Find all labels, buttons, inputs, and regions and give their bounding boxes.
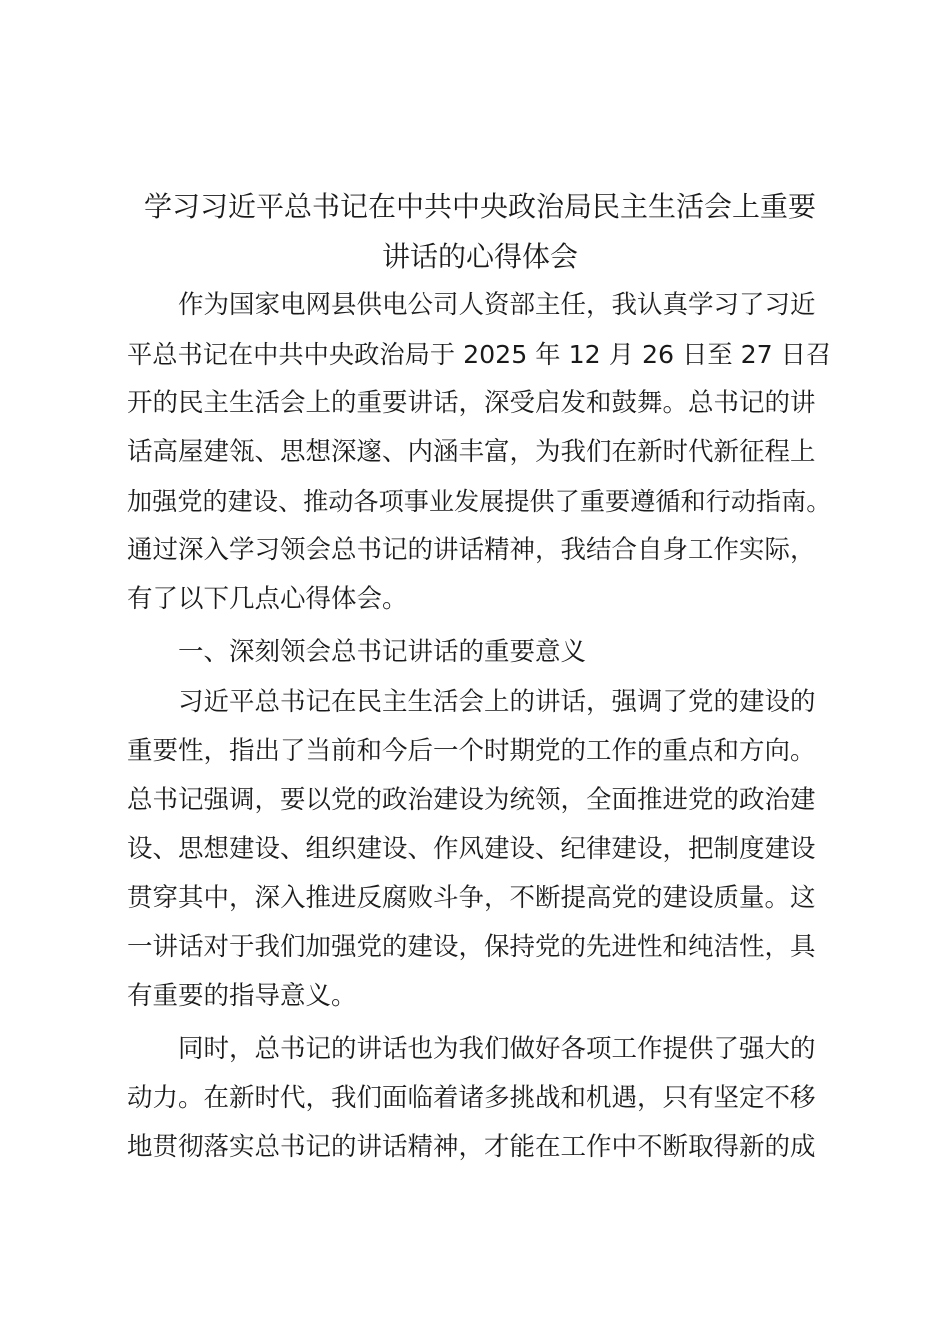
paragraph-line: 一讲话对于我们加强党的建设，保持党的先进性和纯洁性，具 bbox=[127, 932, 816, 962]
paragraph-line: 地贯彻落实总书记的讲话精神，才能在工作中不断取得新的成 bbox=[127, 1132, 816, 1162]
paragraph-line: 有了以下几点心得体会。 bbox=[127, 584, 408, 614]
paragraph-line: 设、思想建设、组织建设、作风建设、纪律建设，把制度建设 bbox=[127, 834, 816, 864]
paragraph-line: 加强党的建设、推动各项事业发展提供了重要遵循和行动指南。 bbox=[127, 487, 832, 516]
paragraph-line: 有重要的指导意义。 bbox=[127, 981, 357, 1011]
section-heading-text: 一、深刻领会总书记讲话的重要意义 bbox=[178, 637, 587, 667]
document-title-line-2: 讲话的心得体会 bbox=[381, 240, 578, 273]
paragraph-line: 话高屋建瓴、思想深邃、内涵丰富，为我们在新时代新征程上 bbox=[127, 437, 816, 467]
paragraph-line: 习近平总书记在民主生活会上的讲话，强调了党的建设的 bbox=[178, 687, 816, 717]
paragraph-line: 同时，总书记的讲话也为我们做好各项工作提供了强大的 bbox=[178, 1034, 816, 1064]
paragraph-line: 贯穿其中，深入推进反腐败斗争，不断提高党的建设质量。这 bbox=[127, 883, 816, 913]
paragraph-line: 总书记强调，要以党的政治建设为统领，全面推进党的政治建 bbox=[127, 785, 816, 815]
paragraph-line: 开的民主生活会上的重要讲话，深受启发和鼓舞。总书记的讲 bbox=[127, 388, 816, 418]
paragraph-line: 动力。在新时代，我们面临着诸多挑战和机遇，只有坚定不移 bbox=[127, 1083, 816, 1113]
paragraph-line: 作为国家电网县供电公司人资部主任，我认真学习了习近 bbox=[178, 290, 816, 320]
paragraph-intro bbox=[127, 281, 832, 624]
paragraph-line: 平总书记在中共中央政治局于 2025 年 12 月 26 日至 27 日召 bbox=[127, 340, 832, 369]
paragraph-line: 通过深入学习领会总书记的讲话精神，我结合自身工作实际， bbox=[127, 535, 816, 565]
paragraph-motivation bbox=[127, 1025, 832, 1172]
paragraph-significance bbox=[127, 678, 832, 1021]
paragraph-line: 重要性，指出了当前和今后一个时期党的工作的重点和方向。 bbox=[127, 736, 816, 766]
document-title-line-1: 学习习近平总书记在中共中央政治局民主生活会上重要 bbox=[143, 190, 816, 223]
section-heading-1 bbox=[127, 628, 832, 677]
